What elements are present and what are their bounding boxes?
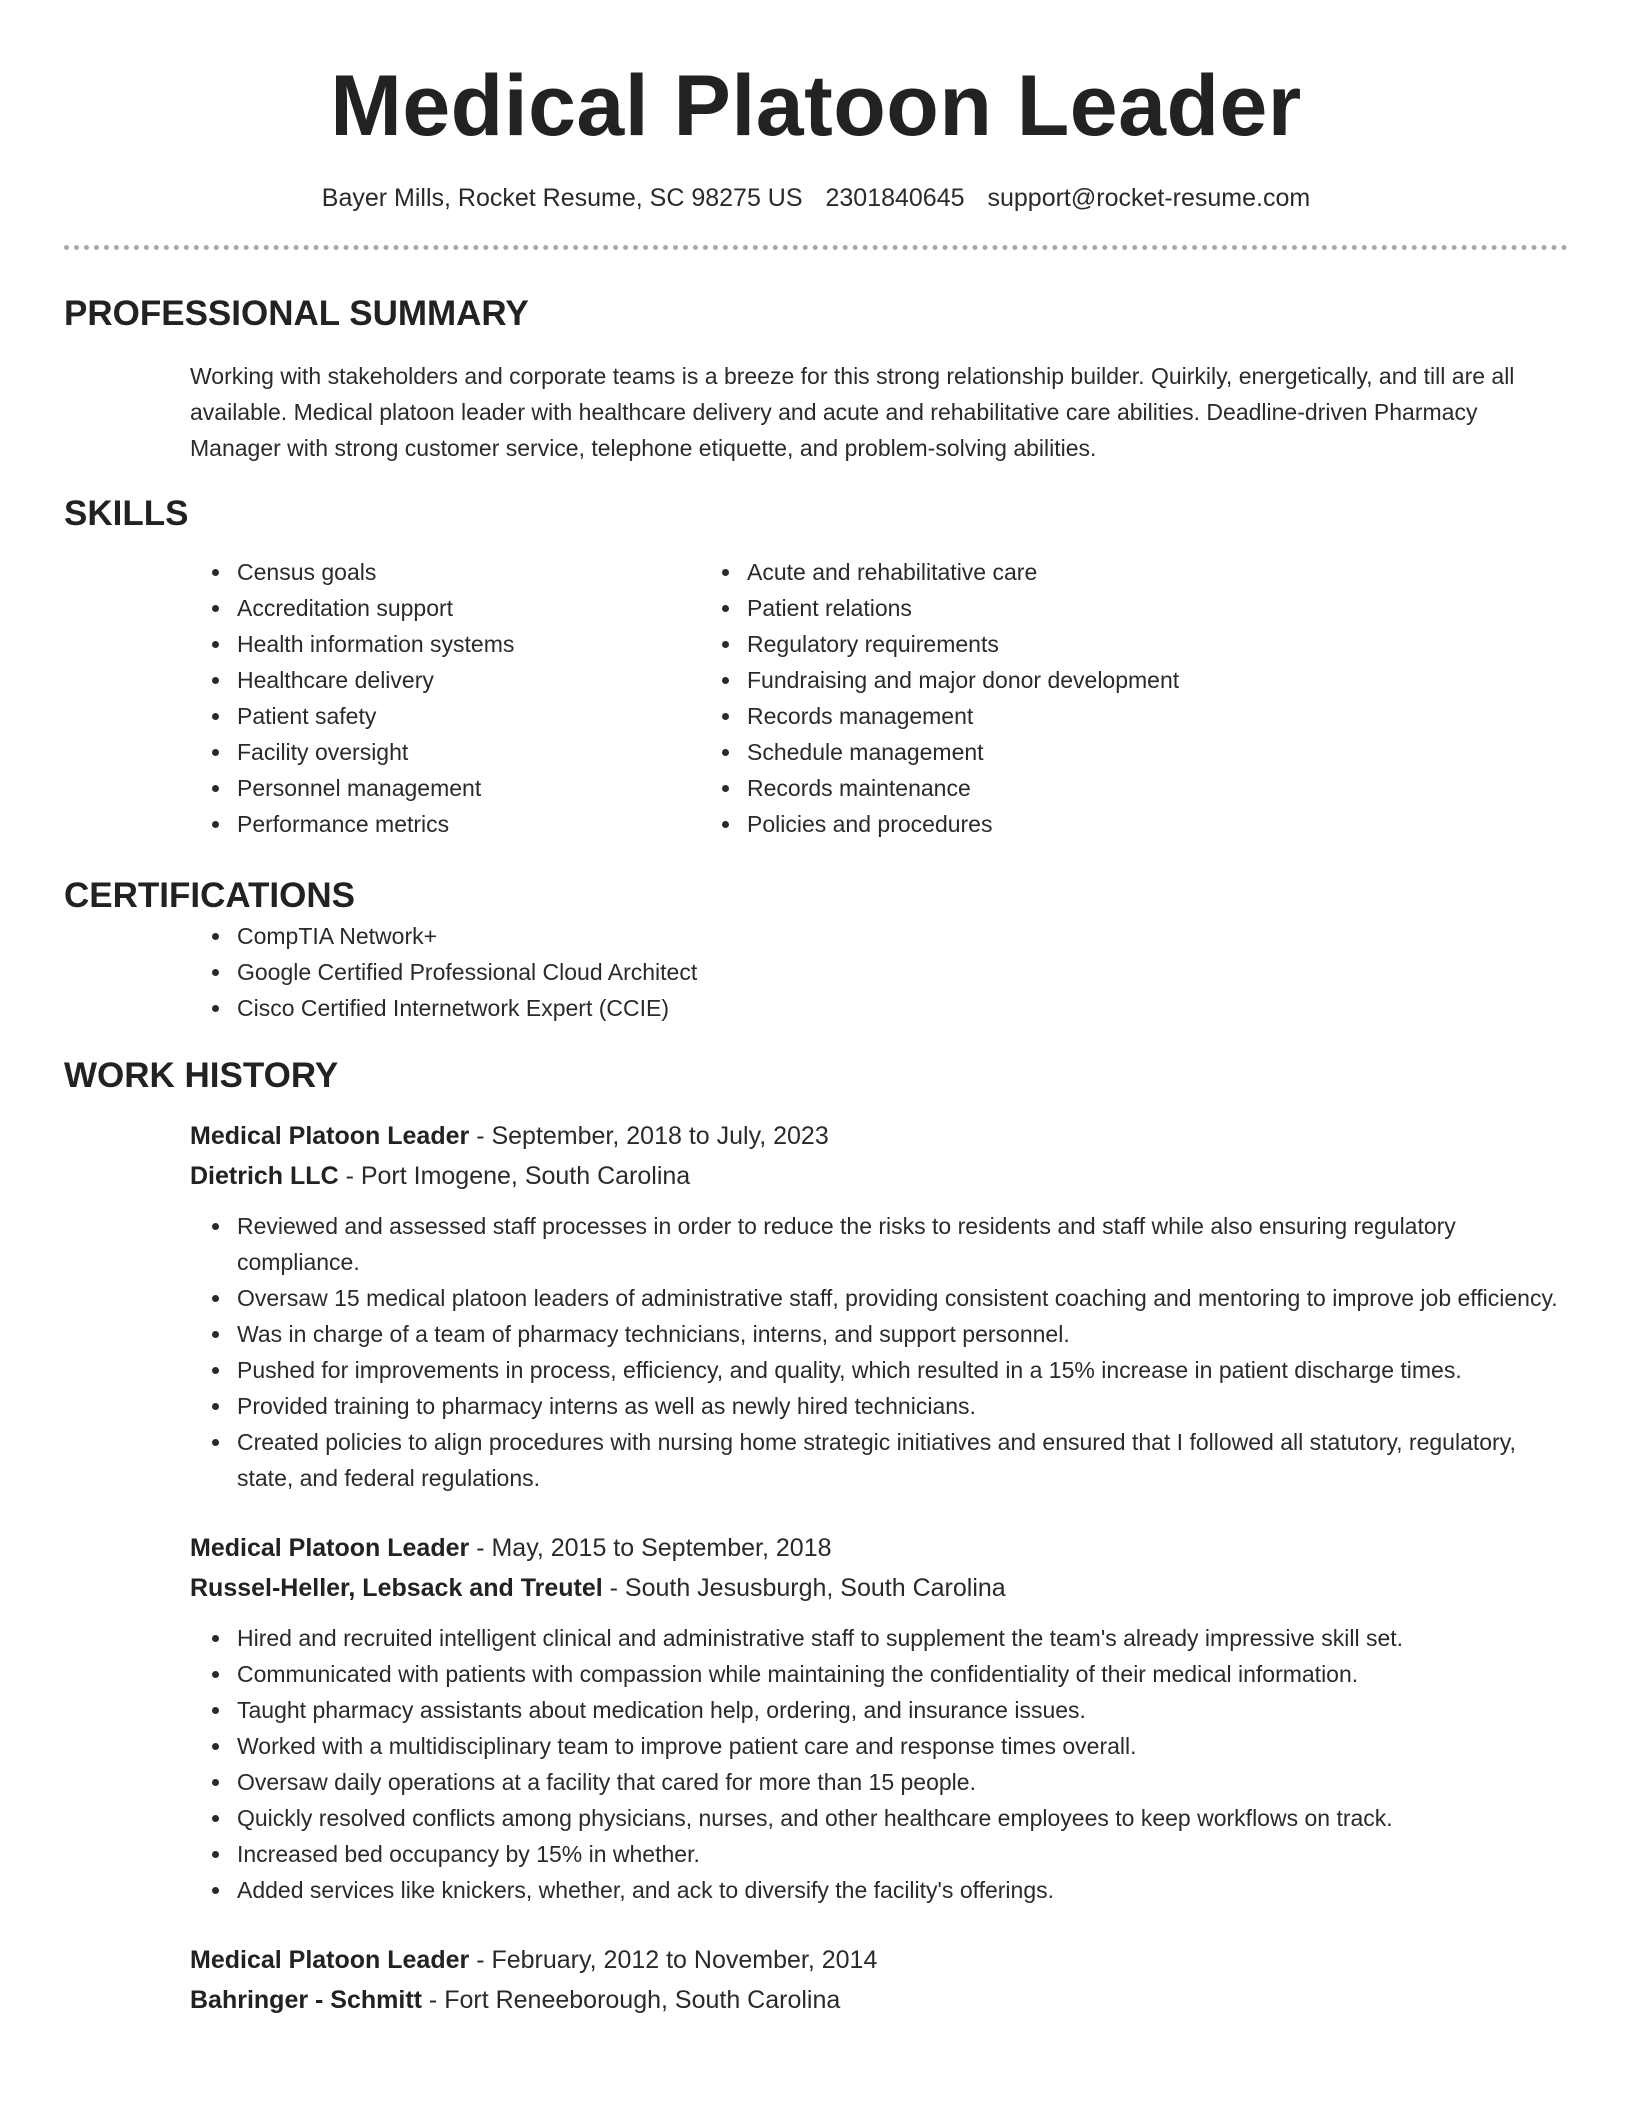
skill-item: • Patient safety [233, 698, 743, 734]
certification-item: • Google Certified Professional Cloud Architect [233, 954, 1568, 990]
skills-list [64, 554, 1568, 842]
skill-item: • Regulatory requirements [743, 626, 1179, 662]
job-duties-list [190, 1208, 1568, 1496]
job-dates: - February, 2012 to November, 2014 [469, 1946, 878, 1974]
job-duty-item: • Increased bed occupancy by 15% in whether. [233, 1836, 1568, 1872]
job-duty-item: • Taught pharmacy assistants about medication help, ordering, and insurance issues. [233, 1692, 1568, 1728]
job-title-line [190, 1116, 1568, 1156]
job-role: Medical Platoon Leader [190, 1534, 470, 1562]
job-duty-item: • Hired and recruited intelligent clinical and administrative staff to supplement the team's already impressive skill set. [233, 1620, 1568, 1656]
skills-heading: SKILLS [64, 494, 189, 533]
candidate-name: Medical Platoon Leader [330, 58, 1302, 154]
certification-item: • CompTIA Network+ [233, 918, 1568, 954]
job-location: - Fort Reneeborough, South Carolina [421, 1986, 841, 2014]
contact-address: Bayer Mills, Rocket Resume, SC 98275 US [321, 184, 803, 212]
contact-phone: 2301840645 [825, 184, 965, 212]
job-duty-item: • Provided training to pharmacy interns as well as newly hired technicians. [233, 1388, 1568, 1424]
certification-item: • Cisco Certified Internetwork Expert (CCIE) [233, 990, 1568, 1026]
job-entry [190, 1940, 1568, 2020]
job-duty-item: • Communicated with patients with compassion while maintaining the confidentiality of their medical information. [233, 1656, 1568, 1692]
job-duty-item: • Worked with a multidisciplinary team to improve patient care and response times overall. [233, 1728, 1568, 1764]
job-duties-list [190, 1620, 1568, 1908]
skill-item: • Patient relations [743, 590, 1179, 626]
job-title-line [190, 1528, 1568, 1568]
job-duty-item: • Pushed for improvements in process, efficiency, and quality, which resulted in a 15% increase in patient discharge times. [233, 1352, 1568, 1388]
job-company-line [190, 1980, 1568, 2020]
job-dates: - September, 2018 to July, 2023 [469, 1122, 829, 1150]
job-company: Bahringer - Schmitt [190, 1986, 422, 2014]
contact-email[interactable]: support@rocket-resume.com [987, 184, 1311, 212]
job-role: Medical Platoon Leader [190, 1946, 470, 1974]
job-entry [190, 1528, 1568, 1908]
skill-item: • Performance metrics [233, 806, 743, 842]
skill-item: • Personnel management [233, 770, 743, 806]
header-divider [64, 245, 1568, 250]
skill-item: • Acute and rehabilitative care [743, 554, 1179, 590]
job-company: Dietrich LLC [190, 1162, 339, 1190]
summary-text: Working with stakeholders and corporate teams is a breeze for this strong relationship builder. Quirkily, energetically, and till are all available. Medical platoon leader with healthcare delivery and acute and rehabilitative care abilities. Deadline-driven Pharmacy Manager with strong customer service, telephone etiquette, and problem-solving abilities. [190, 363, 1515, 461]
skill-item: • Records maintenance [743, 770, 1179, 806]
job-duty-item: • Was in charge of a team of pharmacy technicians, interns, and support personnel. [233, 1316, 1568, 1352]
job-company-line [190, 1568, 1568, 1608]
job-duty-item: • Reviewed and assessed staff processes in order to reduce the risks to residents and staff while also ensuring regulatory compliance. [233, 1208, 1568, 1280]
job-entry [190, 1116, 1568, 1496]
certifications-list [64, 918, 1568, 1026]
skill-item: • Fundraising and major donor development [743, 662, 1179, 698]
skill-item: • Records management [743, 698, 1179, 734]
skills-column-2 [743, 554, 1179, 842]
work-history-heading: WORK HISTORY [64, 1056, 339, 1095]
summary-heading: PROFESSIONAL SUMMARY [64, 294, 529, 333]
certifications-heading: CERTIFICATIONS [64, 876, 356, 915]
job-company: Russel-Heller, Lebsack and Treutel [190, 1574, 603, 1602]
job-company-line [190, 1156, 1568, 1196]
job-location: - Port Imogene, South Carolina [338, 1162, 691, 1190]
skill-item: • Health information systems [233, 626, 743, 662]
job-dates: - May, 2015 to September, 2018 [469, 1534, 832, 1562]
skill-item: • Census goals [233, 554, 743, 590]
job-title-line [190, 1940, 1568, 1980]
skill-item: • Accreditation support [233, 590, 743, 626]
contact-line [64, 182, 1568, 214]
skill-item: • Policies and procedures [743, 806, 1179, 842]
skill-item: • Facility oversight [233, 734, 743, 770]
job-duty-item: • Oversaw daily operations at a facility that cared for more than 15 people. [233, 1764, 1568, 1800]
job-duty-item: • Created policies to align procedures with nursing home strategic initiatives and ensured that I followed all statutory, regulatory, state, and federal regulations. [233, 1424, 1568, 1496]
job-duty-item: • Quickly resolved conflicts among physicians, nurses, and other healthcare employees to keep workflows on track. [233, 1800, 1568, 1836]
skill-item: • Healthcare delivery [233, 662, 743, 698]
job-location: - South Jesusburgh, South Carolina [602, 1574, 1006, 1602]
skills-column-1 [64, 554, 743, 842]
skill-item: • Schedule management [743, 734, 1179, 770]
job-duty-item: • Oversaw 15 medical platoon leaders of administrative staff, providing consistent coaching and mentoring to improve job efficiency. [233, 1280, 1568, 1316]
job-duty-item: • Added services like knickers, whether, and ack to diversify the facility's offerings. [233, 1872, 1568, 1908]
job-role: Medical Platoon Leader [190, 1122, 470, 1150]
